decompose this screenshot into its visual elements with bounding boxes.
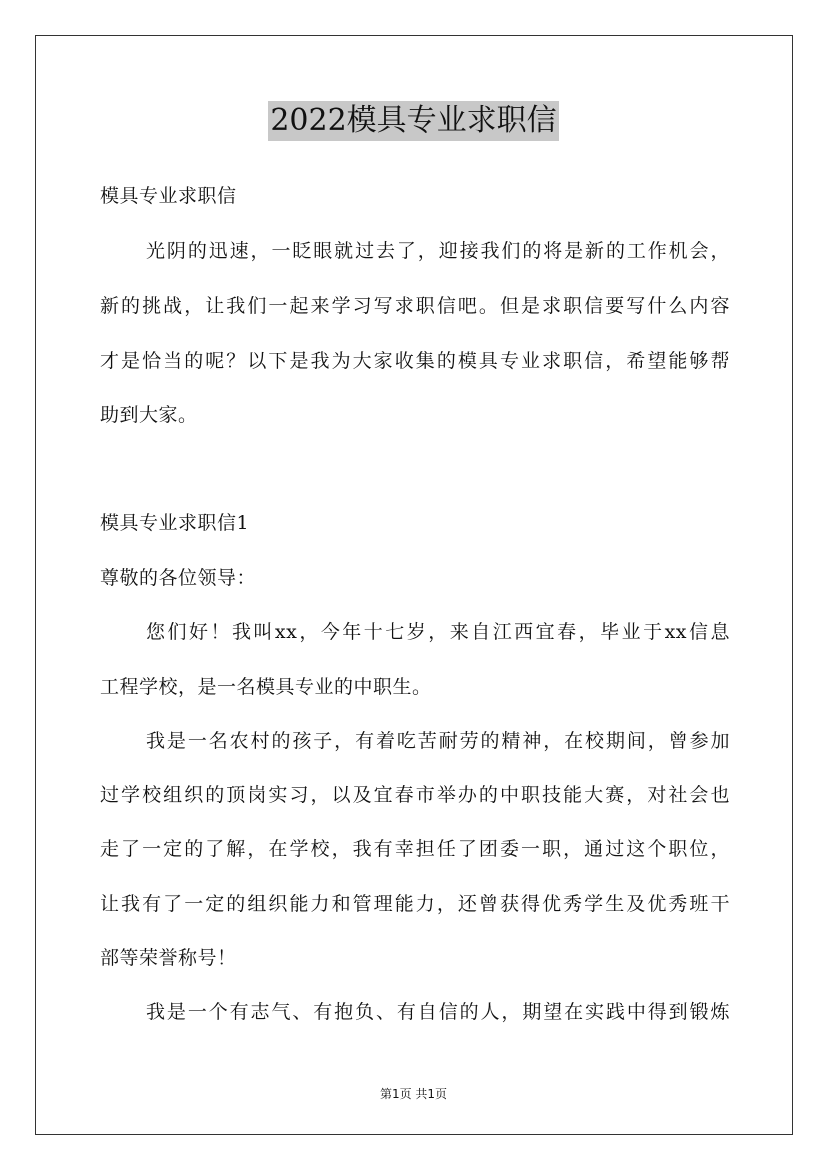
paragraph-line: 走了一定的了解，在学校，我有幸担任了团委一职，通过这个职位， (100, 838, 730, 860)
paragraph-heading: 模具专业求职信 (100, 185, 237, 207)
paragraph-line: 我是一个有志气、有抱负、有自信的人，期望在实践中得到锻炼 (146, 1001, 730, 1023)
paragraph-line: 光阴的迅速，一眨眼就过去了，迎接我们的将是新的工作机会， (146, 240, 730, 262)
paragraph-line: 工程学校，是一名模具专业的中职生。 (100, 676, 432, 698)
paragraph-line: 才是恰当的呢？以下是我为大家收集的模具专业求职信，希望能够帮 (100, 350, 730, 372)
paragraph-line: 新的挑战，让我们一起来学习写求职信吧。但是求职信要写什么内容 (100, 295, 730, 317)
paragraph-line: 助到大家。 (100, 404, 198, 426)
document-title: 2022模具专业求职信 (268, 101, 558, 141)
paragraph-line: 部等荣誉称号！ (100, 947, 237, 969)
paragraph-line: 让我有了一定的组织能力和管理能力，还曾获得优秀学生及优秀班干 (100, 893, 730, 915)
salutation: 尊敬的各位领导： (100, 567, 257, 589)
paragraph-line: 过学校组织的顶岗实习，以及宜春市举办的中职技能大赛，对社会也 (100, 784, 730, 806)
title-container (0, 101, 827, 141)
paragraph-line: 您们好！我叫xx，今年十七岁，来自江西宜春，毕业于xx信息 (146, 621, 730, 643)
page-footer: 第1页 共1页 (379, 1087, 448, 1101)
section-heading: 模具专业求职信1 (100, 512, 250, 534)
paragraph-line: 我是一名农村的孩子，有着吃苦耐劳的精神，在校期间，曾参加 (146, 730, 730, 752)
